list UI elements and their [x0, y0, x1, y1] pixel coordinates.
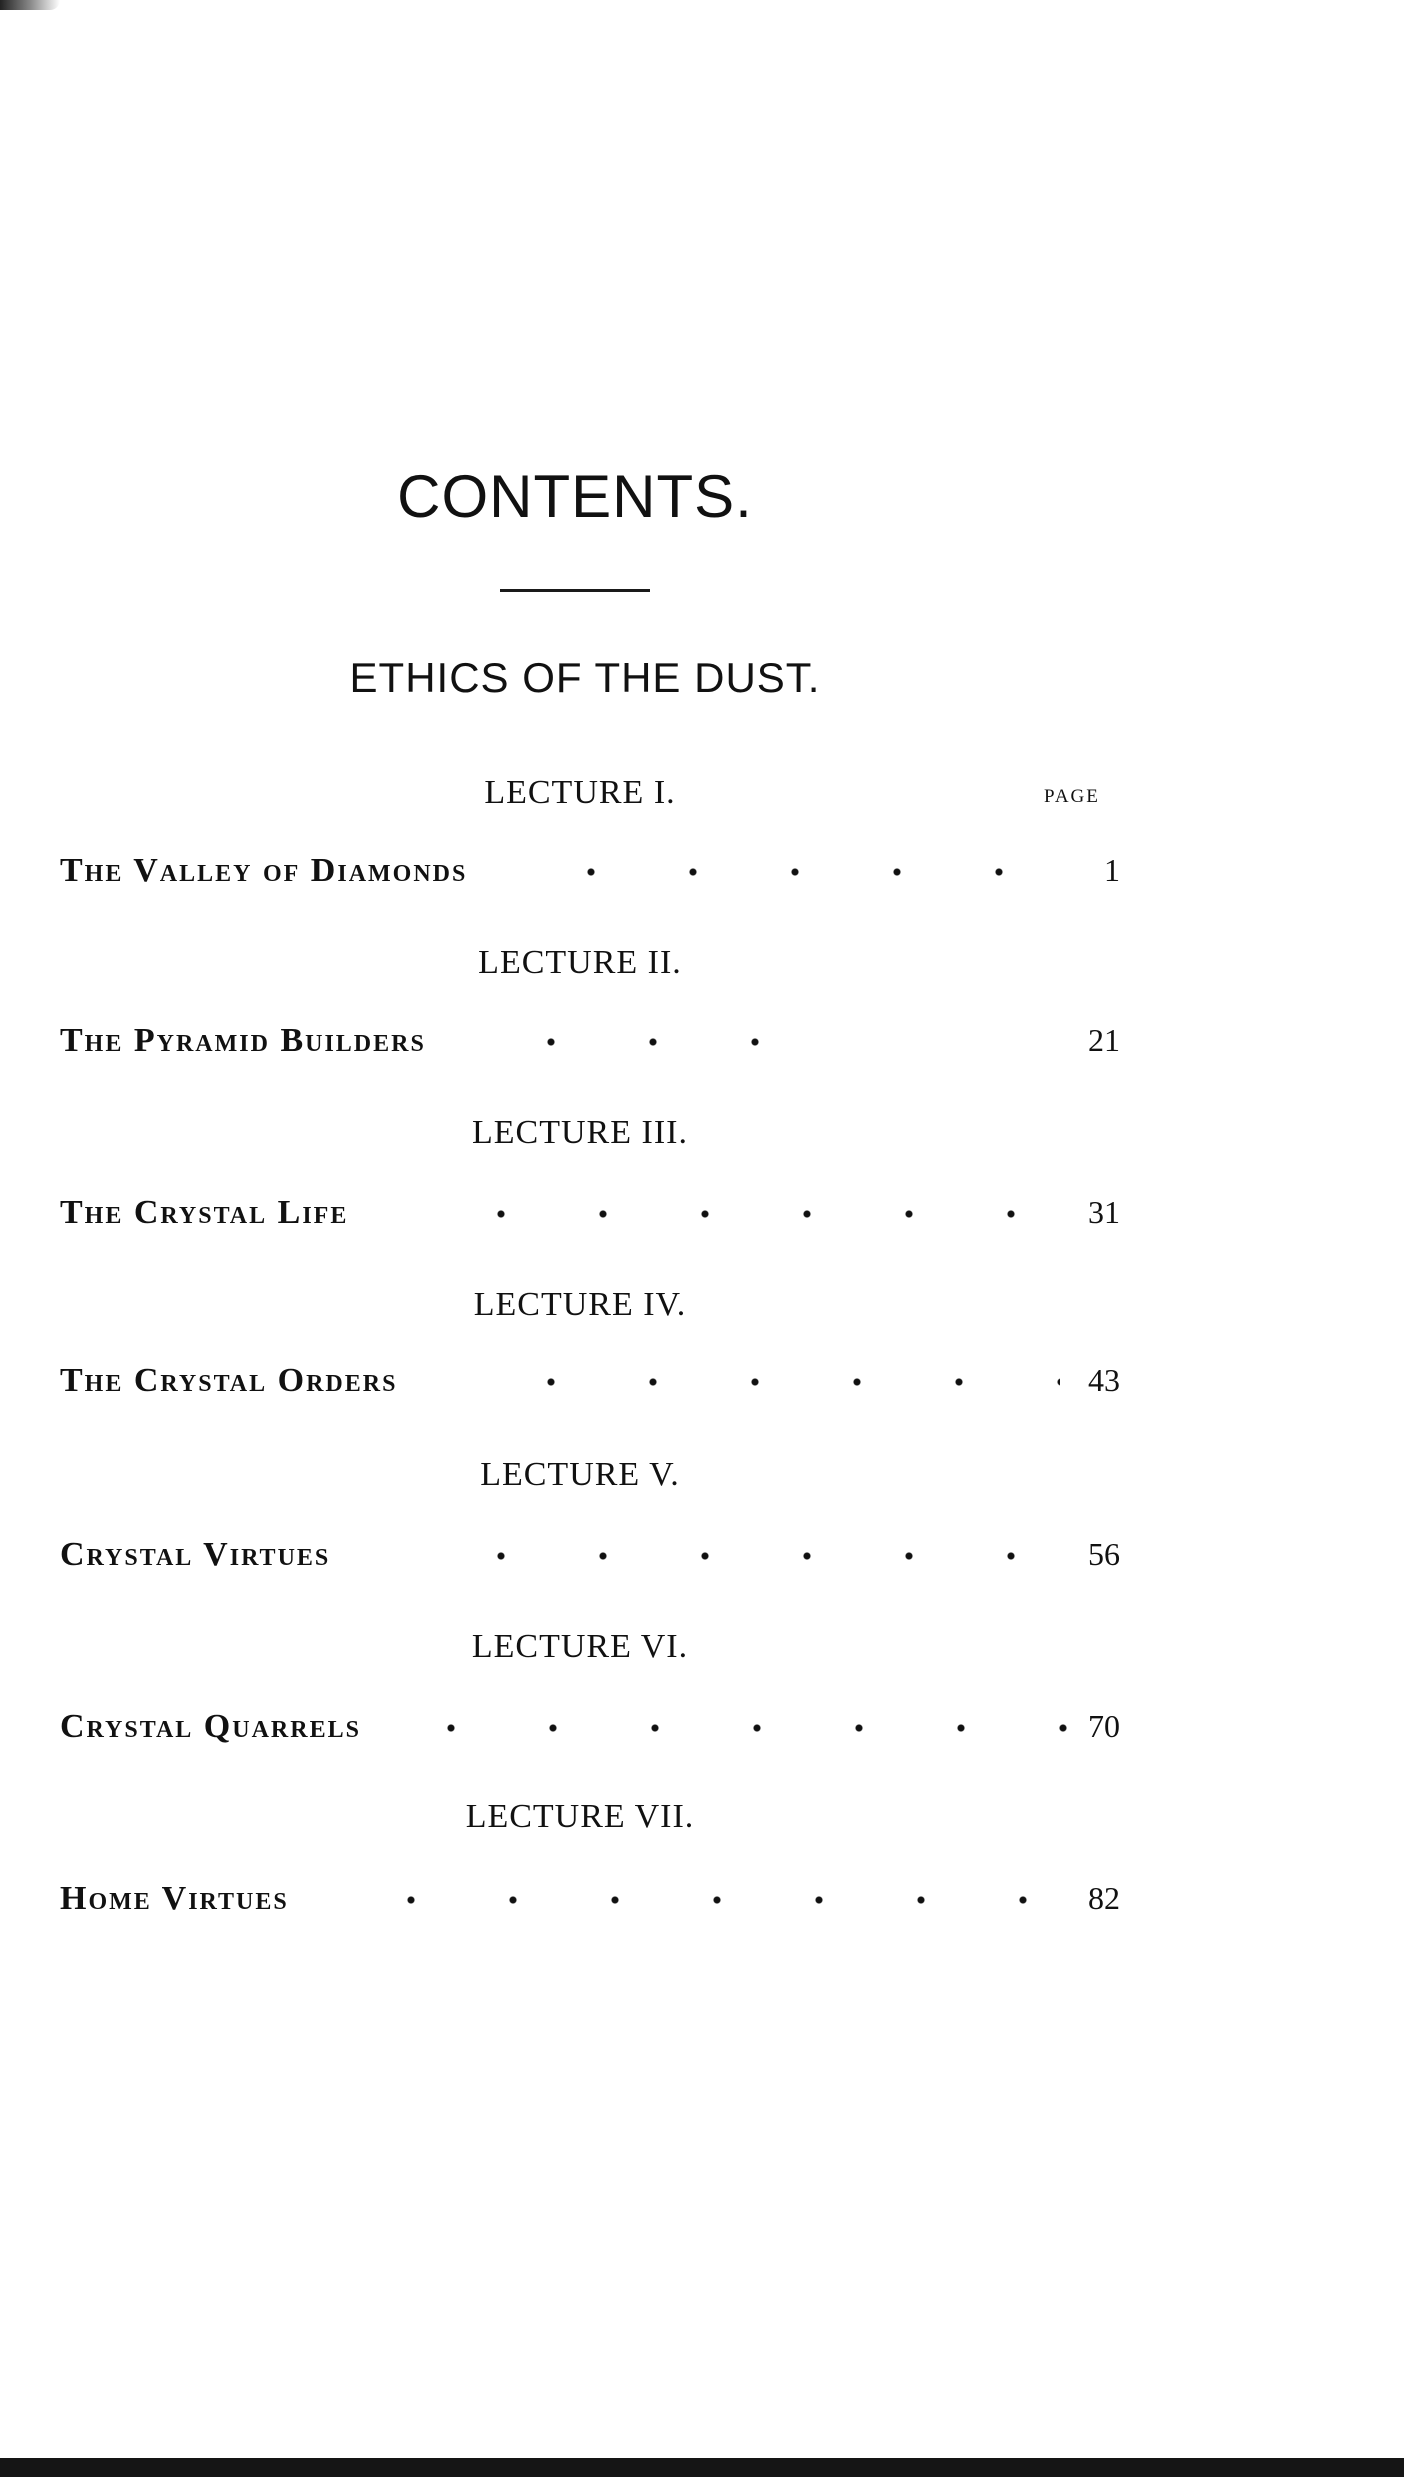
dot-leader [360, 1894, 1060, 1906]
lecture-heading: LECTURE V. [480, 1456, 680, 1493]
toc-entry[interactable] [60, 852, 1120, 896]
lecture-heading: LECTURE VI. [471, 1628, 689, 1665]
entry-title: The Valley of Diamonds [60, 852, 468, 889]
contents-title: CONTENTS. [397, 463, 753, 530]
toc-entry[interactable] [60, 1708, 1120, 1752]
toc-entry[interactable] [60, 1022, 1120, 1066]
lecture-heading: LECTURE II. [478, 944, 682, 981]
entry-page-number: 43 [1088, 1362, 1120, 1398]
dot-leader [500, 1036, 840, 1048]
page-corner-shadow [0, 0, 60, 10]
entry-page-number: 31 [1088, 1194, 1120, 1230]
title-divider [500, 589, 650, 592]
lecture-heading: LECTURE III. [472, 1114, 688, 1151]
dot-leader [400, 1722, 1080, 1734]
entry-page-number: 1 [1104, 852, 1120, 888]
toc-entry[interactable] [60, 1194, 1120, 1238]
entry-title: The Pyramid Builders [60, 1022, 426, 1059]
page-column-label: PAGE [1044, 786, 1100, 807]
toc-entry[interactable] [60, 1880, 1120, 1924]
dot-leader [540, 866, 1020, 878]
book-title: ETHICS OF THE DUST. [349, 654, 821, 701]
entry-page-number: 56 [1088, 1536, 1120, 1572]
entry-title: The Crystal Life [60, 1194, 349, 1231]
dot-leader [450, 1550, 1070, 1562]
dot-leader [500, 1376, 1060, 1388]
toc-entry[interactable] [60, 1362, 1120, 1406]
lecture-heading: LECTURE IV. [473, 1286, 687, 1323]
entry-title: The Crystal Orders [60, 1362, 398, 1399]
entry-title: Crystal Virtues [60, 1536, 331, 1573]
toc-entry[interactable] [60, 1536, 1120, 1580]
entry-page-number: 70 [1088, 1708, 1120, 1744]
dot-leader [450, 1208, 1050, 1220]
entry-title: Crystal Quarrels [60, 1708, 361, 1745]
entry-title: Home Virtues [60, 1880, 289, 1917]
entry-page-number: 21 [1088, 1022, 1120, 1058]
lecture-heading: LECTURE I. [484, 774, 676, 811]
entry-page-number: 82 [1088, 1880, 1120, 1916]
lecture-heading: LECTURE VII. [465, 1798, 695, 1835]
page-bottom-edge [0, 2458, 1404, 2477]
